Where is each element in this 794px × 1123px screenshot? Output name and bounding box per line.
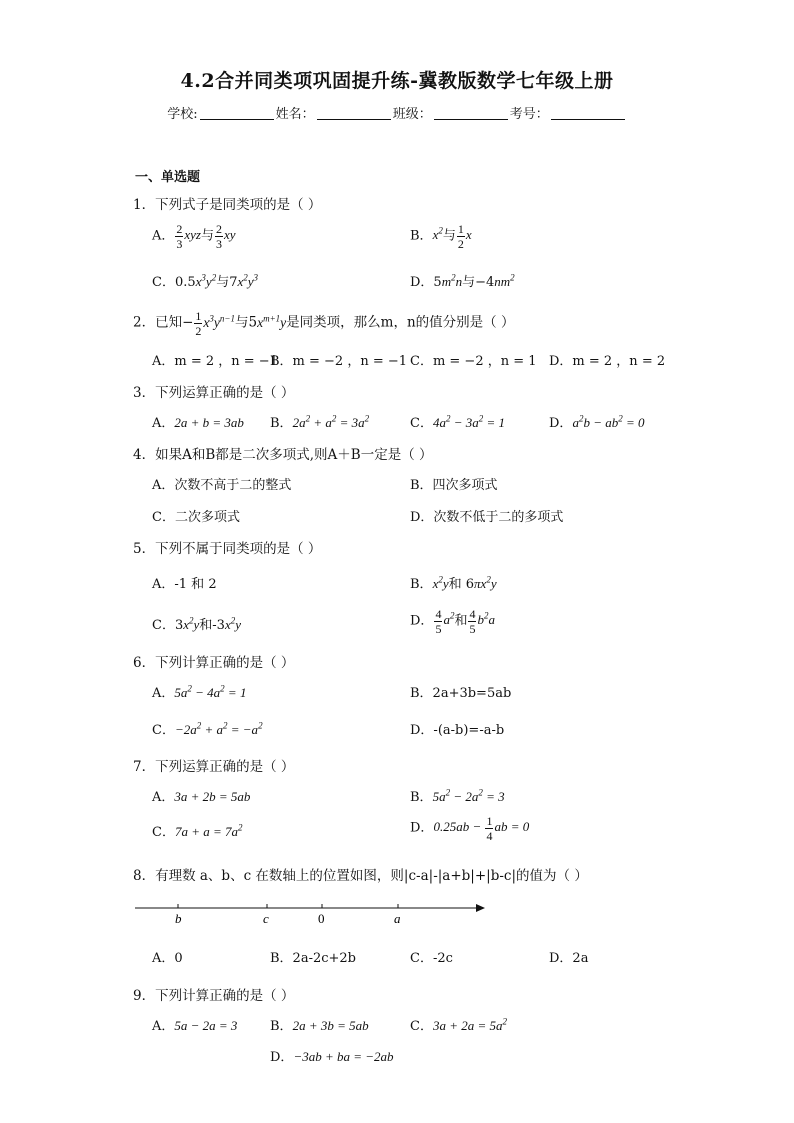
q1-option-c-and: 与7 bbox=[216, 275, 238, 290]
q9-option-c[interactable]: C．$3a + 2a = 5a^2$ bbox=[410, 1016, 507, 1034]
q9-option-d-label: D． bbox=[270, 1050, 294, 1065]
q6-option-a-label: A． bbox=[152, 686, 175, 701]
q3-option-b-label: B． bbox=[270, 416, 293, 431]
q5-option-c[interactable]: C．$3x^2y$和$-3x^2y$ bbox=[152, 615, 242, 633]
q3-option-d-label: D． bbox=[549, 416, 573, 431]
q6-option-d[interactable]: D．-(a-b)=-a-b bbox=[410, 723, 505, 738]
q5-option-c-label: C．3 bbox=[152, 618, 184, 633]
q4-option-b[interactable]: B．四次多项式 bbox=[410, 478, 498, 493]
q3-option-a[interactable]: A．2a + b = 3ab bbox=[152, 415, 244, 431]
q5-option-b-label: B． bbox=[410, 577, 433, 592]
question-5: 5．下列不属于同类项的是（ ） bbox=[133, 541, 322, 557]
q9-option-d[interactable]: D．−3ab + ba = −2ab bbox=[270, 1049, 394, 1065]
q3-option-c[interactable]: C．$4a^2 - 3a^2 = 1$ bbox=[410, 413, 506, 431]
school-label: 学校: bbox=[167, 107, 198, 122]
q7-option-a-label: A． bbox=[152, 790, 175, 805]
exam-number-blank[interactable] bbox=[551, 106, 625, 120]
q3-option-b[interactable]: B．$2a^2 + a^2 = 3a^2$ bbox=[270, 413, 370, 431]
q1-option-a-label: A． bbox=[152, 228, 175, 244]
axis-label-0: 0 bbox=[318, 911, 325, 926]
student-info-line bbox=[0, 103, 794, 122]
q7-option-b-label: B． bbox=[410, 790, 433, 805]
q6-option-c[interactable]: C．$-2a^2 + a^2 = -a^2$ bbox=[152, 720, 263, 738]
q1-option-a[interactable]: A． $\frac{2}{3}$ xyz与 $\frac{2}{3}$ xy bbox=[152, 222, 236, 251]
q7-option-c-label: C． bbox=[152, 825, 175, 840]
q5-option-d-and: 和 bbox=[454, 613, 468, 629]
name-label: 姓名： bbox=[275, 107, 315, 122]
question-9: 9．下列计算正确的是（ ） bbox=[133, 988, 295, 1004]
q6-option-a[interactable]: A．$5a^2 - 4a^2 = 1$ bbox=[152, 683, 247, 701]
q2-option-a[interactable]: A．m = 2 ，n = −1 bbox=[152, 354, 278, 369]
q2-option-b[interactable]: B．m = −2 ，n = −1 bbox=[270, 354, 408, 369]
q1-option-d-label: D．5 bbox=[410, 275, 442, 290]
axis-label-b: b bbox=[175, 911, 182, 926]
q1-option-c[interactable]: C．$0.5x^3y^2$与$7x^2y^3$ bbox=[152, 272, 259, 290]
q8-option-a[interactable]: A．0 bbox=[152, 951, 183, 966]
class-blank[interactable] bbox=[434, 106, 508, 120]
question-8: 8．有理数 a、b、c 在数轴上的位置如图，则|c-a|-|a+b|+|b-c|的值为（ ） bbox=[133, 868, 588, 884]
q8-option-b[interactable]: B．2a-2c+2b bbox=[270, 951, 357, 966]
q1-option-b[interactable]: B．$x^2$与 $\frac{1}{2}$ x bbox=[410, 222, 472, 251]
question-7: 7．下列运算正确的是（ ） bbox=[133, 759, 295, 775]
axis-label-a: a bbox=[394, 911, 401, 926]
question-3: 3．下列运算正确的是（ ） bbox=[133, 385, 295, 401]
q2-stem-mid: 与5 bbox=[234, 314, 258, 331]
q9-option-b-label: B． bbox=[270, 1019, 293, 1034]
q9-option-c-label: C． bbox=[410, 1019, 433, 1034]
q3-option-c-label: C． bbox=[410, 416, 433, 431]
question-6: 6．下列计算正确的是（ ） bbox=[133, 655, 295, 671]
q5-option-c-and: 和-3 bbox=[199, 618, 225, 633]
q3-option-a-label: A． bbox=[152, 416, 175, 431]
q4-option-d[interactable]: D．次数不低于二的多项式 bbox=[410, 510, 564, 525]
q2-option-c[interactable]: C．m = −2 ，n = 1 bbox=[410, 354, 537, 369]
q3-option-d[interactable]: D．$a^2b - ab^2 = 0$ bbox=[549, 413, 645, 431]
q9-option-a-label: A． bbox=[152, 1019, 175, 1034]
q4-option-a[interactable]: A．次数不高于二的整式 bbox=[152, 478, 292, 493]
axis-label-c: c bbox=[263, 911, 269, 926]
q5-option-a[interactable]: A．-1 和 2 bbox=[152, 577, 217, 592]
q5-option-d[interactable]: D． $\frac{4}{5}$ $a^2$和 $\frac{4}{5}$ $b^2a$ bbox=[410, 607, 495, 636]
page-title: 4.2合并同类项巩固提升练-冀教版数学七年级上册 bbox=[180, 70, 614, 92]
school-blank[interactable] bbox=[200, 106, 274, 120]
name-blank[interactable] bbox=[317, 106, 391, 120]
q7-option-c[interactable]: C．$7a + a = 7a^2$ bbox=[152, 822, 243, 840]
question-2: 2．已知− $\frac{1}{2}$ $x^3y^{n-1}$与$5x^{m+1}y$是同类项，那么m，n的值分别是（ ） bbox=[133, 309, 515, 338]
q6-option-c-label: C． bbox=[152, 723, 175, 738]
q1-option-d[interactable]: D．$5m^2n$与$-4nm^2$ bbox=[410, 272, 515, 290]
q2-stem-prefix: 2．已知− bbox=[133, 314, 194, 331]
q9-option-b[interactable]: B．2a + 3b = 5ab bbox=[270, 1018, 369, 1034]
q5-option-b-and: 和 6 bbox=[448, 577, 475, 592]
exam-number-label: 考号： bbox=[509, 107, 549, 122]
class-label: 班级： bbox=[392, 107, 432, 122]
q1-option-b-label: B． bbox=[410, 228, 433, 244]
q4-option-c[interactable]: C．二次多项式 bbox=[152, 510, 240, 525]
q1-option-a-and: 与 bbox=[201, 228, 215, 244]
q1-option-d-and: 与−4 bbox=[462, 275, 495, 290]
number-line-arrow-icon bbox=[476, 904, 485, 912]
q8-option-d[interactable]: D．2a bbox=[549, 951, 589, 966]
q2-option-d[interactable]: D．m = 2 ，n = 2 bbox=[549, 354, 666, 369]
q7-option-d-label: D． bbox=[410, 820, 434, 836]
question-1: 1．下列式子是同类项的是（ ） bbox=[133, 197, 322, 213]
q8-option-c[interactable]: C．-2c bbox=[410, 951, 453, 966]
q5-option-b[interactable]: B．$x^2y$和 $6\pi x^2y$ bbox=[410, 574, 497, 592]
q7-option-d[interactable]: D．0.25ab − $\frac{1}{4}$ ab = 0 bbox=[410, 814, 530, 843]
q7-option-a[interactable]: A．3a + 2b = 5ab bbox=[152, 789, 251, 805]
q5-option-d-label: D． bbox=[410, 613, 434, 629]
question-4: 4．如果A和B都是二次多项式,则A＋B一定是（ ） bbox=[133, 447, 433, 463]
number-line bbox=[135, 896, 485, 926]
q1-option-c-label: C．0.5 bbox=[152, 275, 196, 290]
q7-option-b[interactable]: B．$5a^2 - 2a^2 = 3$ bbox=[410, 787, 505, 805]
q9-option-a[interactable]: A．5a − 2a = 3 bbox=[152, 1018, 238, 1034]
q1-option-b-and: 与 bbox=[442, 228, 456, 244]
q2-stem-suffix: 是同类项，那么m，n的值分别是（ ） bbox=[286, 314, 515, 331]
section-heading: 一、单选题 bbox=[135, 170, 201, 185]
q6-option-b[interactable]: B．2a+3b=5ab bbox=[410, 686, 512, 701]
